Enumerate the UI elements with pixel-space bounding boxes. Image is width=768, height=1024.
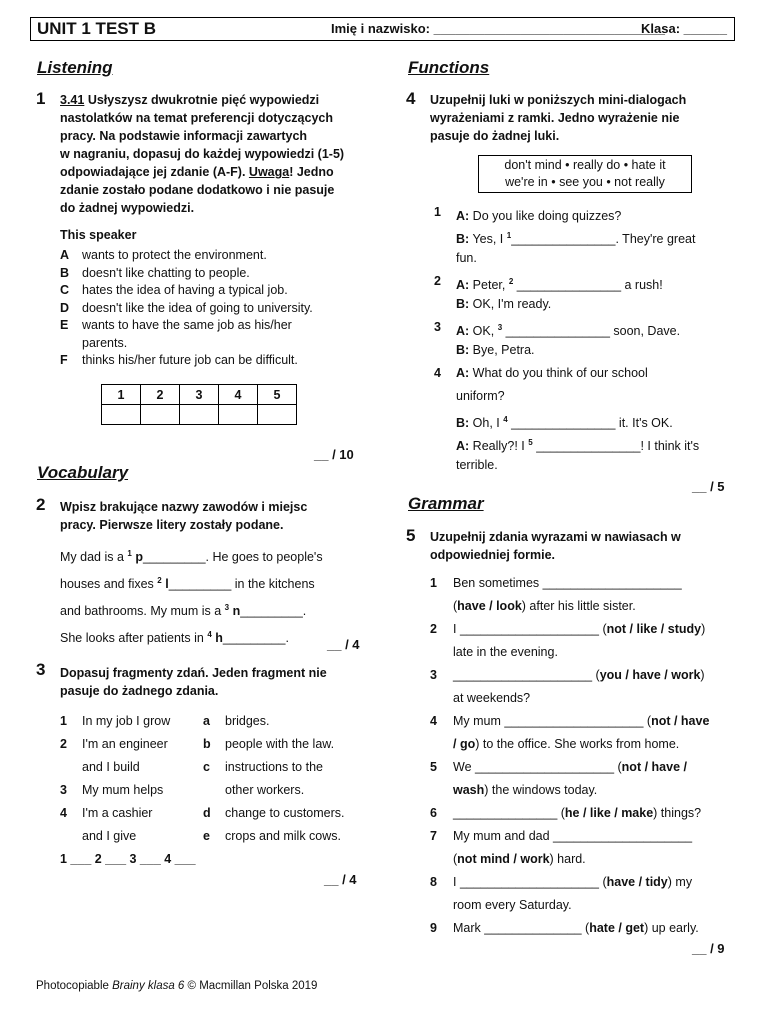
answer-head: 1 bbox=[102, 385, 141, 405]
option-row: E wants to have the same job as his/her bbox=[60, 318, 292, 332]
left-item: and I build bbox=[82, 760, 140, 774]
option-row: F thinks his/her future job can be difficult. bbox=[60, 353, 298, 367]
grammar-line: (not mind / work) hard. bbox=[453, 852, 586, 866]
option-row: D doesn't like the idea of going to university. bbox=[60, 300, 313, 315]
answer-cell[interactable] bbox=[180, 405, 219, 425]
dialog-line: fun. bbox=[456, 251, 477, 265]
test-header bbox=[30, 17, 735, 41]
exercise-1-instruction: 3.41 Usłyszysz dwukrotnie pięć wypowiedzi nastolatków na temat preferencji dotyczących pracy. Na podstawie informacji zawartych w nagraniu, dopasuj do każdej wypowiedzi (1-5) odpowiadające jej zdanie (A-F). Uwaga! Jedno zdanie zostało podane dodatkowo i nie pasuje do żadnej wypowiedzi. bbox=[60, 93, 345, 215]
exercise-5-number: 5 bbox=[406, 526, 416, 545]
exercise-2-score: __ / 4 bbox=[327, 637, 360, 652]
answer-head: 2 bbox=[141, 385, 180, 405]
dialog-line[interactable]: B: Oh, I $^4$ _______________ it. It's OK. bbox=[456, 415, 673, 431]
exercise-3-score: __ / 4 bbox=[324, 872, 357, 887]
option-row: C hates the idea of having a typical job. bbox=[60, 283, 288, 297]
grammar-line: (have / look) after his little sister. bbox=[453, 599, 636, 613]
left-item: 1 In my job I grow bbox=[60, 714, 171, 728]
answer-head: 4 bbox=[219, 385, 258, 405]
grammar-title: Grammar bbox=[408, 494, 484, 513]
exercise-4-score: __ / 5 bbox=[692, 479, 725, 494]
dialog-line[interactable]: A: Really?! I $^5$ _______________! I think it's bbox=[456, 438, 700, 454]
grammar-line[interactable]: 9 Mark ______________ (hate / get) up early. bbox=[430, 921, 699, 935]
footer-copyright: Photocopiable Brainy klasa 6 © Macmillan Polska 2019 bbox=[36, 980, 318, 992]
right-item: a bridges. bbox=[203, 714, 270, 728]
exercise-2-number: 2 bbox=[36, 495, 46, 514]
answer-cell[interactable] bbox=[258, 405, 297, 425]
answer-cell[interactable] bbox=[102, 405, 141, 425]
speaker-options bbox=[60, 247, 380, 370]
exercise-1-number: 1 bbox=[36, 89, 46, 108]
dialog-line[interactable]: 1 A: Do you like doing quizzes? bbox=[434, 205, 622, 224]
dialog-line: 4 A: What do you think of our school bbox=[434, 366, 648, 380]
exercise-2-text bbox=[60, 542, 380, 651]
answer-head: 5 bbox=[258, 385, 297, 405]
option-row: parents. bbox=[82, 335, 128, 350]
dialog-line[interactable]: B: Yes, I $^1$_______________. They're great bbox=[456, 231, 696, 247]
right-item: e crops and milk cows. bbox=[203, 829, 342, 843]
text-line[interactable]: houses and fixes $^2$ l_________ in the kitchens bbox=[60, 576, 315, 592]
right-item: c instructions to the bbox=[203, 760, 323, 774]
track-number: 3.41 bbox=[60, 93, 85, 107]
this-speaker-label: This speaker bbox=[60, 228, 137, 242]
answer-head: 3 bbox=[180, 385, 219, 405]
exercise-5-instruction: Uzupełnij zdania wyrazami w nawiasach w odpowiedniej formie. bbox=[430, 530, 681, 562]
right-item: b people with the law. bbox=[203, 737, 335, 751]
exercise-3-right bbox=[203, 710, 378, 848]
grammar-line[interactable]: 3 ____________________ (you / have / work) bbox=[430, 668, 705, 682]
grammar-line[interactable]: 7 My mum and dad ____________________ bbox=[430, 829, 693, 843]
grammar-line[interactable]: 6 _______________ (he / like / make) things? bbox=[430, 806, 702, 820]
exercise-2-instruction: Wpisz brakujące nazwy zawodów i miejsc pracy. Pierwsze litery zostały podane. bbox=[60, 500, 308, 532]
grammar-line: room every Saturday. bbox=[453, 898, 572, 912]
dialog-line: B: Bye, Petra. bbox=[456, 343, 535, 357]
grammar-line: / go) to the office. She works from home. bbox=[453, 737, 680, 751]
grammar-line[interactable]: 2 I ____________________ (not / like / study) bbox=[430, 622, 706, 636]
answer-cell[interactable] bbox=[219, 405, 258, 425]
grammar-line[interactable]: 5 We ____________________ (not / have / bbox=[430, 760, 687, 774]
exercise-4-instruction: Uzupełnij luki w poniższych mini-dialogach wyrażeniami z ramki. Jedno wyrażenie nie pasuje do żadnej luki. bbox=[430, 93, 687, 143]
grammar-line: wash) the windows today. bbox=[453, 783, 598, 797]
listening-title: Listening bbox=[37, 58, 113, 77]
test-title: UNIT 1 TEST B bbox=[37, 19, 157, 38]
grammar-line: at weekends? bbox=[453, 691, 531, 705]
dialog-line: B: OK, I'm ready. bbox=[456, 297, 552, 311]
exercise-3-instruction: Dopasuj fragmenty zdań. Jeden fragment nie pasuje do żadnego zdania. bbox=[60, 666, 327, 698]
answer-table bbox=[101, 384, 297, 425]
functions-title: Functions bbox=[408, 58, 490, 77]
exercise-3-number: 3 bbox=[36, 660, 46, 679]
exercise-3-left bbox=[60, 710, 210, 848]
grammar-line[interactable]: 1 Ben sometimes ____________________ bbox=[430, 576, 682, 590]
dialog-line: uniform? bbox=[456, 389, 505, 403]
dialog-line[interactable]: 2 A: Peter, $^2$ _______________ a rush! bbox=[434, 274, 663, 293]
text-line[interactable]: and bathrooms. My mum is a $^3$ n_________. bbox=[60, 603, 307, 619]
grammar-line[interactable]: 4 My mum ____________________ (not / have bbox=[430, 714, 710, 728]
text-line[interactable]: She looks after patients in $^4$ h_________. bbox=[60, 630, 289, 646]
phrase-box: don't mind • really do • hate it we're in • see you • not really bbox=[478, 155, 692, 193]
left-item: 3 My mum helps bbox=[60, 783, 164, 797]
vocabulary-title: Vocabulary bbox=[37, 463, 129, 482]
right-item: other workers. bbox=[225, 783, 305, 797]
text-line[interactable]: My dad is a $^1$ p_________. He goes to people's bbox=[60, 549, 323, 565]
exercise-1-score: __ / 10 bbox=[314, 447, 354, 462]
answer-cell[interactable] bbox=[141, 405, 180, 425]
option-row: B doesn't like chatting to people. bbox=[60, 265, 250, 280]
dialog-line: terrible. bbox=[456, 458, 498, 472]
exercise-5-score: __ / 9 bbox=[692, 941, 725, 956]
option-row: A wants to protect the environment. bbox=[60, 248, 267, 262]
name-field[interactable]: Imię i nazwisko: ________________________________ bbox=[331, 21, 665, 36]
class-field[interactable]: Klasa: ______ bbox=[641, 21, 728, 36]
grammar-line: late in the evening. bbox=[453, 645, 558, 659]
right-item: d change to customers. bbox=[203, 806, 345, 820]
exercise-4-number: 4 bbox=[406, 89, 416, 108]
left-item: 2 I'm an engineer bbox=[60, 737, 168, 751]
exercise-3-answers[interactable]: 1 ___ 2 ___ 3 ___ 4 ___ bbox=[60, 852, 196, 866]
left-item: and I give bbox=[82, 829, 137, 843]
left-item: 4 I'm a cashier bbox=[60, 806, 153, 820]
dialog-line[interactable]: 3 A: OK, $^3$ _______________ soon, Dave. bbox=[434, 320, 681, 339]
grammar-line[interactable]: 8 I ____________________ (have / tidy) my bbox=[430, 875, 693, 889]
